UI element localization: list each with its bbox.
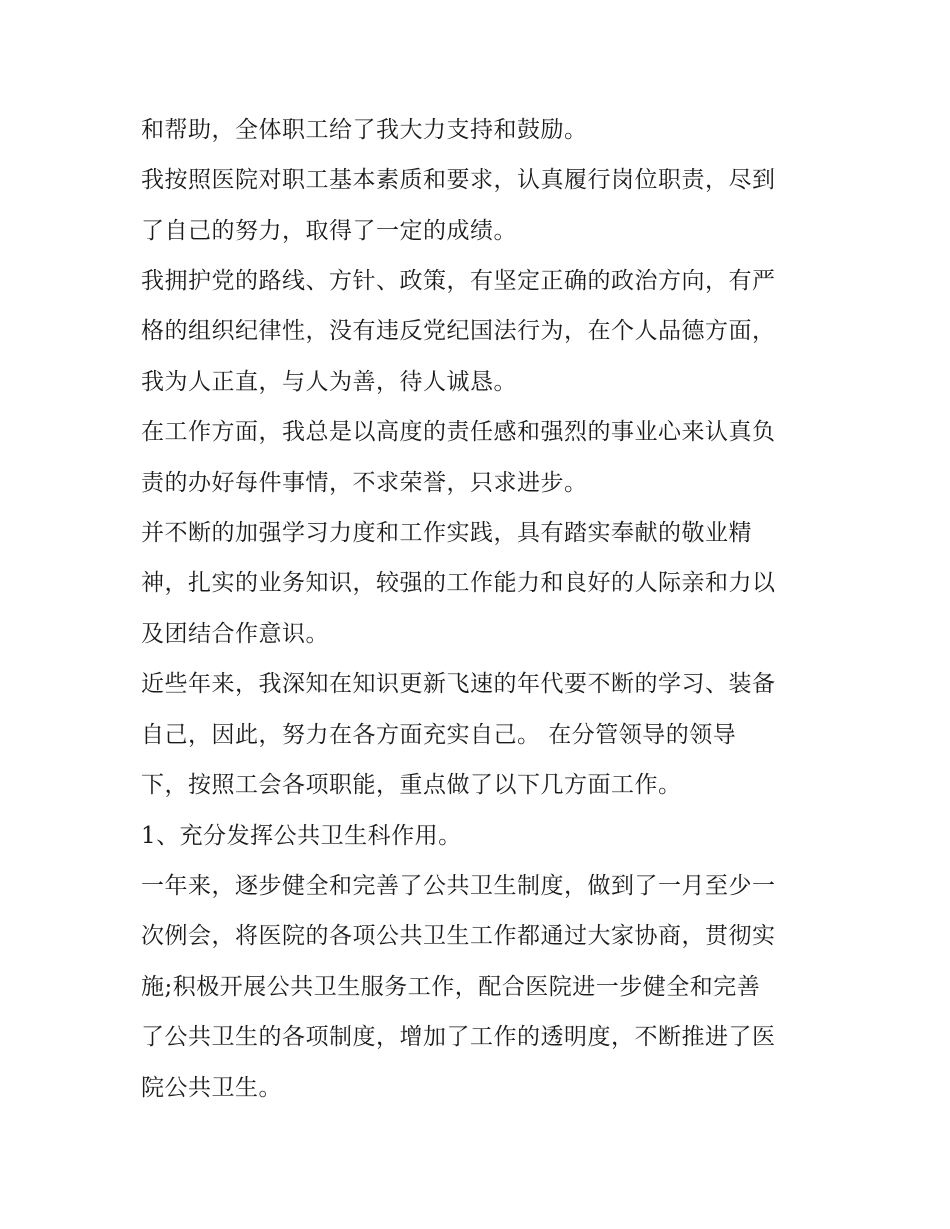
text-line: 施;积极开展公共卫生服务工作，配合医院进一步健全和完善 — [141, 974, 761, 1000]
text-line: 我拥护党的路线、方针、政策，有坚定正确的政治方向，有严 — [141, 268, 776, 294]
text-line: 责的办好每件事情，不求荣誉，只求进步。 — [141, 470, 588, 496]
text-line: 下，按照工会各项职能，重点做了以下几方面工作。 — [141, 772, 682, 798]
text-line: 我为人正直，与人为善，待人诚恳。 — [141, 369, 517, 395]
text-line: 神，扎实的业务知识，较强的工作能力和良好的人际亲和力以 — [141, 570, 776, 596]
text-line: 了自己的努力，取得了一定的成绩。 — [141, 218, 517, 244]
list-item-heading: 1、充分发挥公共卫生科作用。 — [141, 823, 462, 849]
text-line: 了公共卫生的各项制度，增加了工作的透明度，不断推进了医 — [141, 1024, 776, 1050]
text-line: 自己，因此，努力在各方面充实自己。 在分管领导的领导 — [141, 722, 737, 748]
text-line: 一年来，逐步健全和完善了公共卫生制度，做到了一月至少一 — [141, 873, 776, 899]
text-line: 及团结合作意识。 — [141, 621, 329, 647]
text-line: 我按照医院对职工基本素质和要求，认真履行岗位职责，尽到 — [141, 167, 776, 193]
text-line: 并不断的加强学习力度和工作实践，具有踏实奉献的敬业精 — [141, 520, 752, 546]
text-line: 在工作方面，我总是以高度的责任感和强烈的事业心来认真负 — [141, 419, 776, 445]
text-line: 近些年来，我深知在知识更新飞速的年代要不断的学习、装备 — [141, 671, 776, 697]
text-line: 院公共卫生。 — [141, 1075, 282, 1101]
text-line: 和帮助，全体职工给了我大力支持和鼓励。 — [141, 117, 588, 143]
text-line: 格的组织纪律性，没有违反党纪国法行为，在个人品德方面， — [141, 318, 776, 344]
text-line: 次例会，将医院的各项公共卫生工作都通过大家协商，贯彻实 — [141, 923, 776, 949]
